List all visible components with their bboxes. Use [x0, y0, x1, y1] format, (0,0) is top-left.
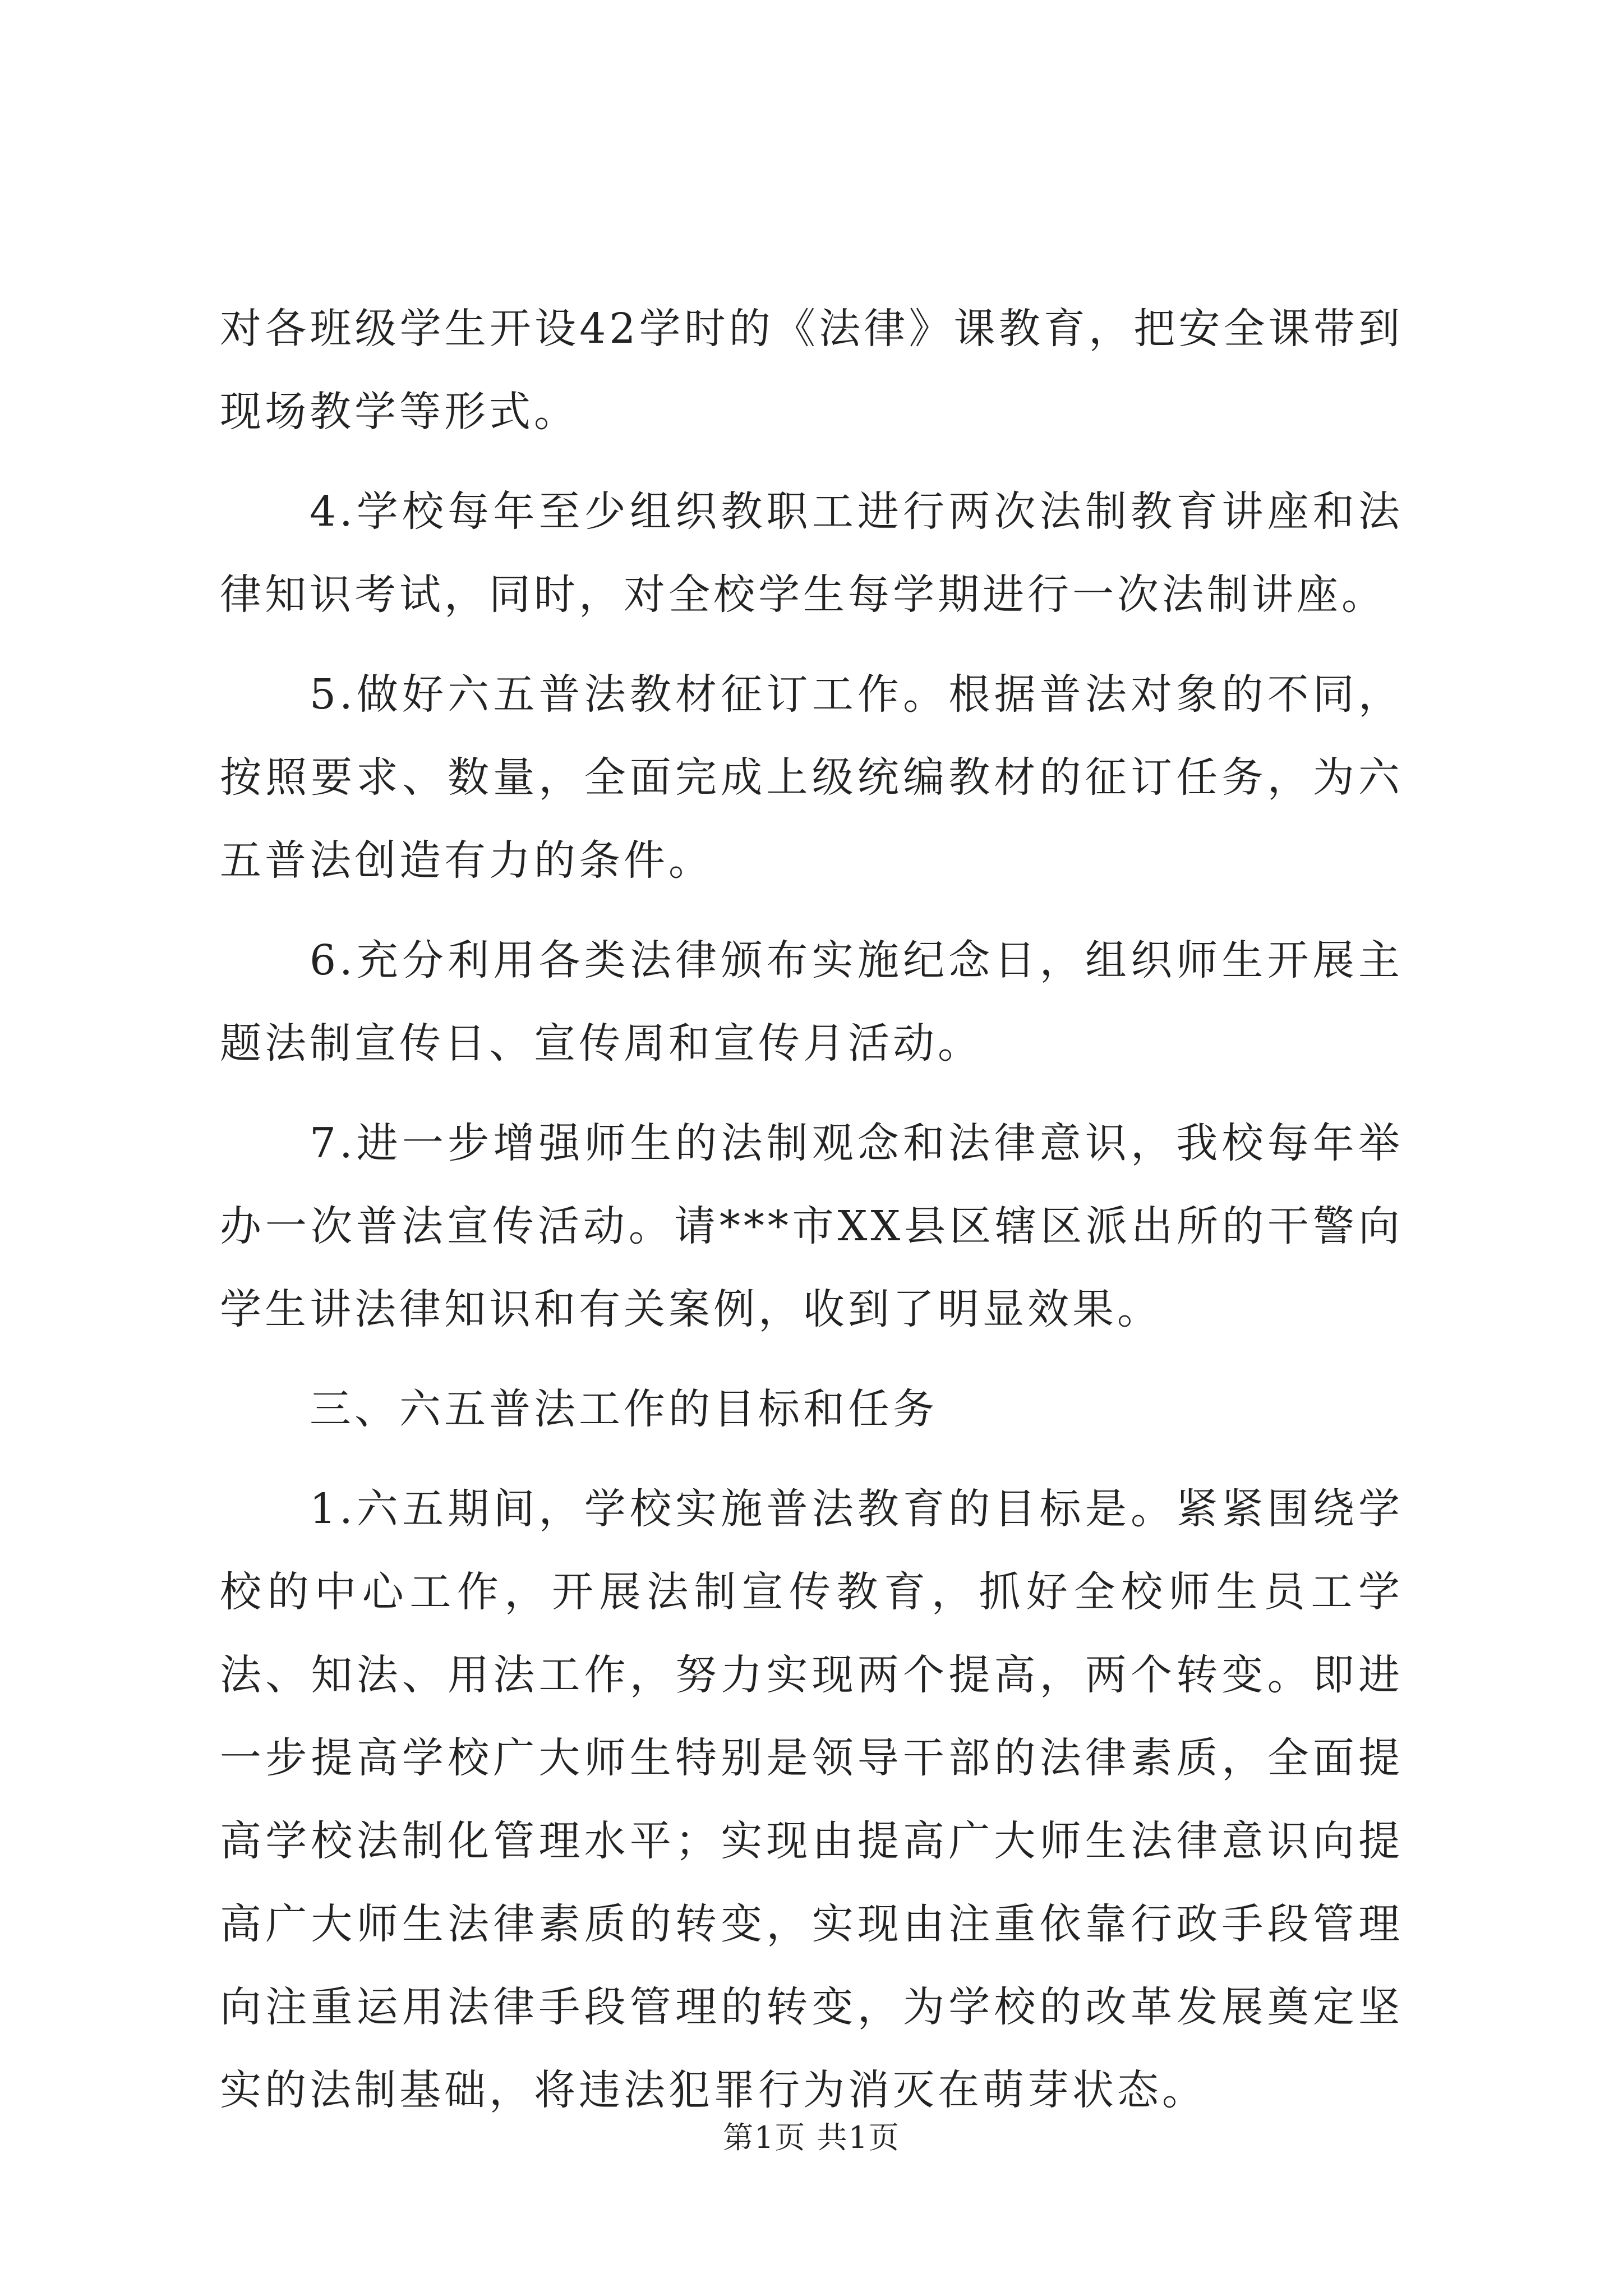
section-heading: 三、六五普法工作的目标和任务 [310, 1385, 938, 1433]
document-body [220, 287, 1403, 2148]
paragraph-item-4: 4.学校每年至少组织教职工进行两次法制教育讲座和法律知识考试，同时，对全校学生每学期进行一次法制讲座。 [220, 487, 1403, 619]
paragraph-item-6: 6.充分利用各类法律颁布实施纪念日，组织师生开展主题法制宣传日、宣传周和宣传月活动。 [220, 936, 1403, 1068]
page-number-footer: 第1页 共1页 [723, 2120, 900, 2155]
paragraph-item-5: 5.做好六五普法教材征订工作。根据普法对象的不同，按照要求、数量，全面完成上级统编教材的征订任务，为六五普法创造有力的条件。 [220, 670, 1403, 885]
paragraph-goal-1: 1.六五期间，学校实施普法教育的目标是。紧紧围绕学校的中心工作，开展法制宣传教育，抓好全校师生员工学法、知法、用法工作，努力实现两个提高，两个转变。即进一步提高学校广大师生特别是领导干部的法律素质，全面提高学校法制化管理水平；实现由提高广大师生法律意识向提高广大师生法律素质的转变，实现由注重依靠行政手段管理向注重运用法律手段管理的转变，为学校的改革发展奠定坚实的法制基础，将违法犯罪行为消灭在萌芽状态。 [220, 1485, 1403, 2114]
paragraph-continuation: 对各班级学生开设42学时的《法律》课教育，把安全课带到现场教学等形式。 [220, 305, 1403, 436]
paragraph-item-7: 7.进一步增强师生的法制观念和法律意识，我校每年举办一次普法宣传活动。请***市XX县区辖区派出所的干警向学生讲法律知识和有关案例，收到了明显效果。 [220, 1119, 1403, 1333]
